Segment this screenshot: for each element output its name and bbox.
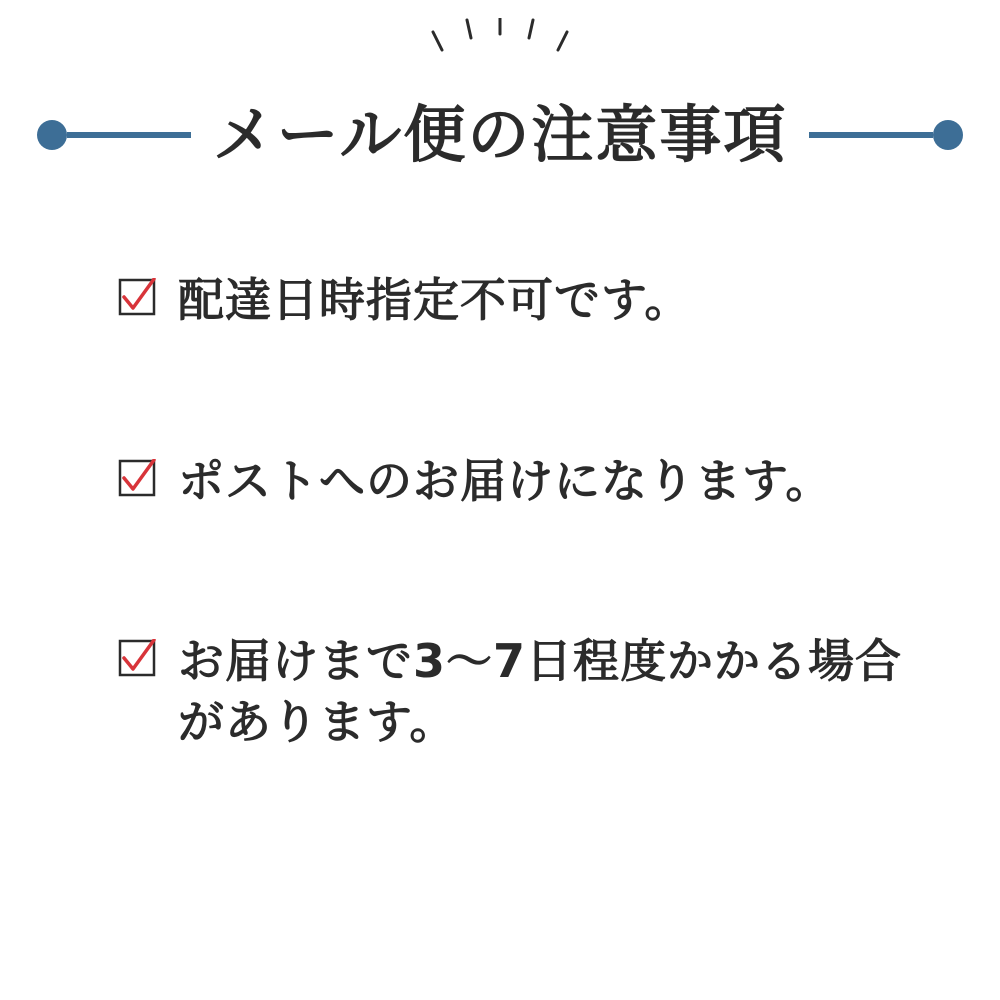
- left-dot-icon: [37, 120, 67, 150]
- right-rule: [809, 132, 933, 138]
- checkbox-checked-icon: [118, 278, 156, 316]
- list-item: [118, 270, 928, 331]
- checkbox-checked-icon: [118, 459, 156, 497]
- left-rule: [67, 132, 191, 138]
- list-item: [118, 451, 928, 512]
- title-row: [0, 62, 1000, 207]
- list-item-label: お届けまで3〜7日程度かかる場合があります。: [178, 634, 903, 750]
- list-item: [118, 631, 928, 752]
- sparkle-decoration-icon: [430, 18, 570, 62]
- list-item-label: ポストへのお届けになります。: [178, 453, 833, 508]
- list-item-label: 配達日時指定不可です。: [178, 273, 692, 327]
- notice-list: [118, 270, 928, 753]
- right-dot-icon: [933, 120, 963, 150]
- checkbox-checked-icon: [118, 639, 156, 677]
- page-header: [0, 0, 1000, 190]
- page-title: メール便の注意事項: [212, 97, 788, 171]
